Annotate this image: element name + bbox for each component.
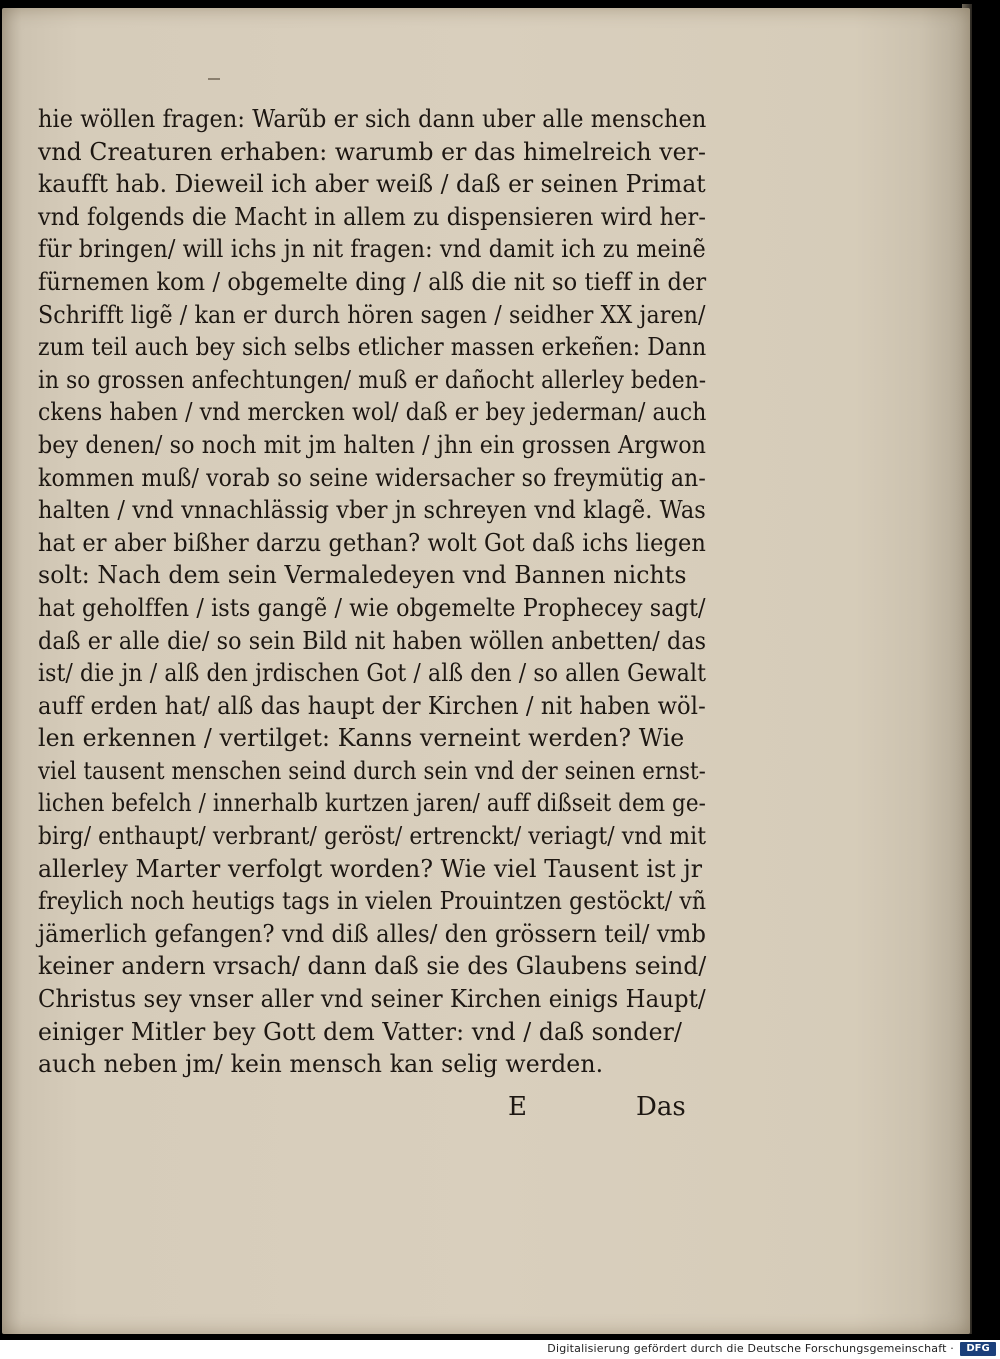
- text-line: freylich noch heutigs tags in vielen Prouintzen gestöckt/ vñ: [38, 887, 707, 916]
- text-line: allerley Marter verfolgt worden? Wie viel Tausent ist jr: [38, 854, 703, 883]
- text-line: auff erden hat/ alß das haupt der Kirchen / nit haben wöl-: [38, 691, 706, 720]
- catchword-row: [38, 1092, 718, 1132]
- text-line: hat er aber bißher darzu gethan? wolt Got daß ichs liegen: [38, 528, 706, 557]
- funding-credit: Digitalisierung gefördert durch die Deutsche Forschungsgemeinschaft ·: [547, 1342, 954, 1355]
- text-line: vnd folgends die Macht in allem zu dispensieren wird her-: [38, 202, 707, 231]
- text-line: len erkennen / vertilget: Kanns verneint werden? Wie: [38, 724, 685, 753]
- text-line: Christus sey vnser aller vnd seiner Kirchen einigs Haupt/: [38, 985, 706, 1014]
- text-line: viel tausent menschen seind durch sein vnd der seinen ernst-: [38, 756, 706, 785]
- text-line: hie wöllen fragen: Warũb er sich dann uber alle menschen: [38, 105, 707, 133]
- text-line: ist/ die jn / alß den jrdischen Got / alß den / so allen Gewalt: [38, 659, 707, 688]
- text-line: ckens haben / vnd mercken wol/ daß er bey jederman/ auch: [38, 398, 707, 427]
- text-line: halten / vnd vnnachlässig vber jn schreyen vnd klagẽ. Was: [38, 496, 706, 525]
- text-line: solt: Nach dem sein Vermaledeyen vnd Bannen nichts: [38, 561, 687, 590]
- text-line: in so grossen anfechtungen/ muß er dañocht allerley beden-: [38, 365, 707, 394]
- signature-mark: E: [508, 1092, 527, 1122]
- text-line: zum teil auch bey sich selbs etlicher massen erkeñen: Dann: [38, 333, 707, 362]
- catchword: Das: [636, 1092, 686, 1122]
- text-line: vnd Creaturen erhaben: warumb er das himelreich ver-: [38, 137, 707, 166]
- page-mark: [208, 78, 220, 80]
- text-line: Schrifft ligẽ / kan er durch hören sagen / seidher XX jaren/: [38, 300, 706, 329]
- text-line: keiner andern vrsach/ dann daß sie des Glaubens seind/: [38, 952, 707, 981]
- footer-bar: [0, 1340, 1000, 1359]
- text-line: für bringen/ will ichs jn nit fragen: vnd damit ich zu meinẽ: [38, 235, 706, 264]
- dfg-logo: DFG: [960, 1342, 996, 1356]
- text-line: einiger Mitler bey Gott dem Vatter: vnd / daß sonder/: [38, 1017, 683, 1046]
- page-text-block: [38, 103, 718, 1081]
- text-line: kaufft hab. Dieweil ich aber weiß / daß er seinen Primat: [38, 170, 706, 199]
- text-line: jämerlich gefangen? vnd diß alles/ den grössern teil/ vmb: [38, 919, 707, 948]
- text-line: bey denen/ so noch mit jm halten / jhn ein grossen Argwon: [38, 430, 707, 459]
- text-line: daß er alle die/ so sein Bild nit haben wöllen anbetten/ das: [38, 626, 707, 655]
- text-line: kommen muß/ vorab so seine widersacher so freymütig an-: [38, 463, 706, 492]
- text-line: hat geholffen / ists gangẽ / wie obgemelte Prophecey sagt/: [38, 593, 706, 622]
- text-line: fürnemen kom / obgemelte ding / alß die nit so tieff in der: [38, 267, 707, 296]
- text-line: lichen befelch / innerhalb kurtzen jaren/ auff dißseit dem ge-: [38, 789, 706, 818]
- text-line: birg/ enthaupt/ verbrant/ geröst/ ertrenckt/ veriagt/ vnd mit: [38, 822, 707, 851]
- text-line: auch neben jm/ kein mensch kan selig werden.: [38, 1050, 604, 1079]
